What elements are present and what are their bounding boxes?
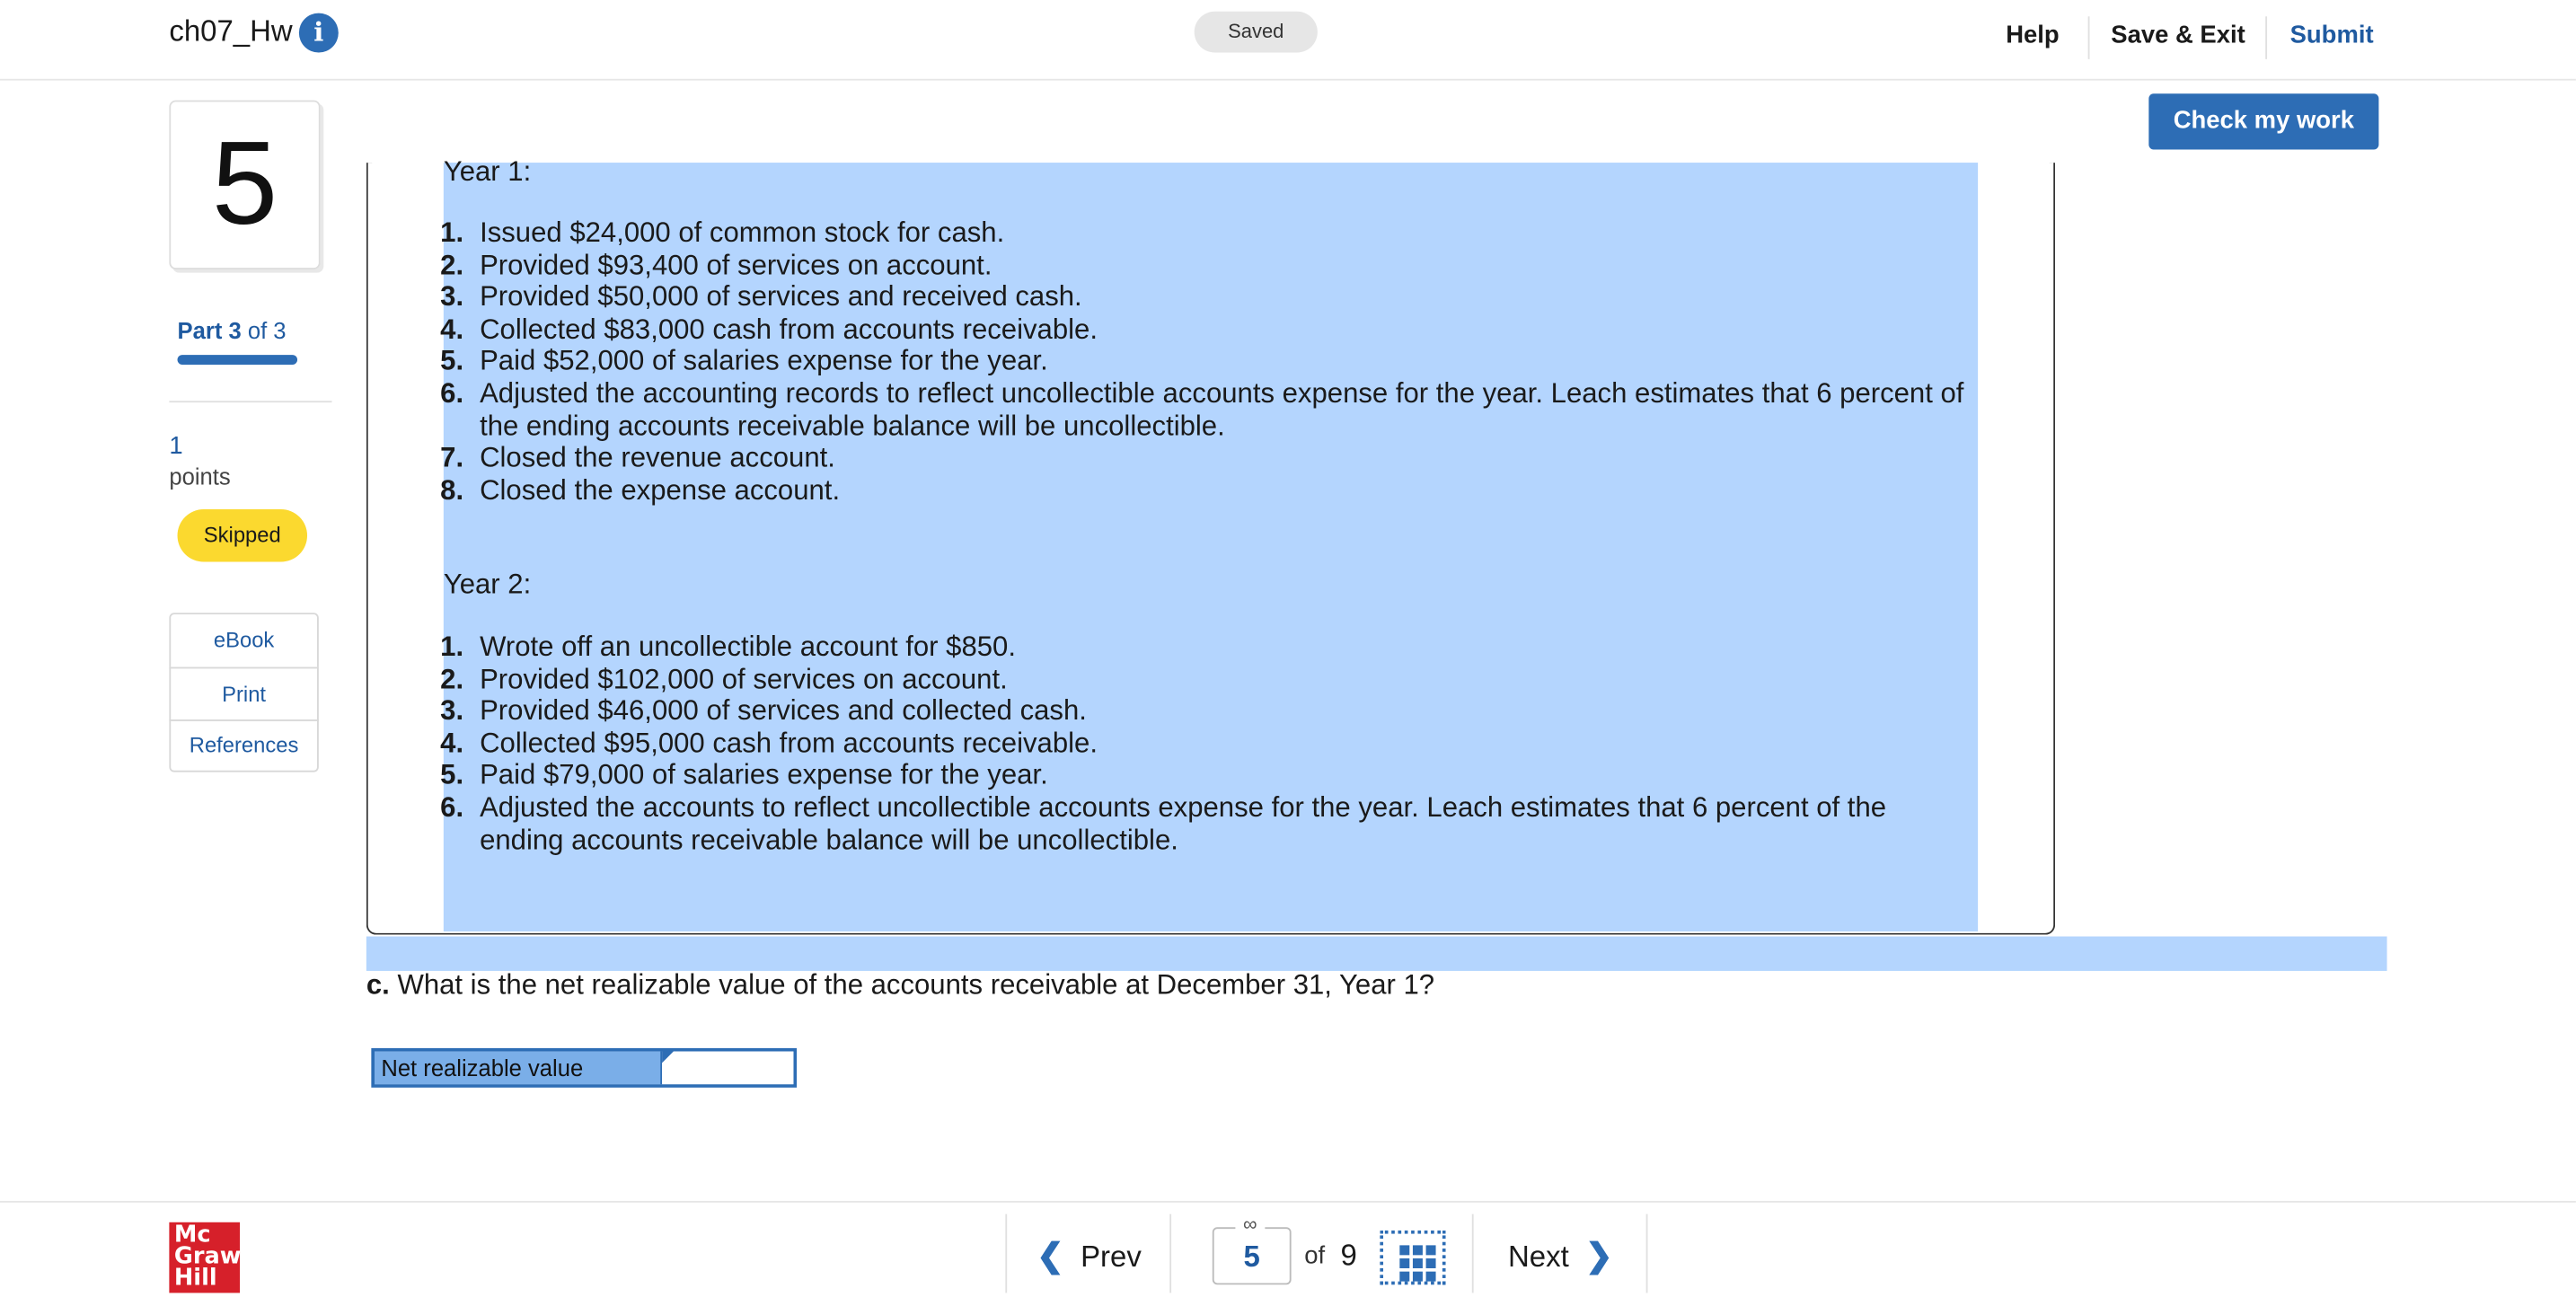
item-text: Paid $52,000 of salaries expense for the year. bbox=[480, 345, 1048, 377]
year2-heading: Year 2: bbox=[443, 568, 532, 600]
grid-icon bbox=[1413, 1258, 1423, 1268]
item-number: 7. bbox=[440, 442, 464, 474]
chevron-left-icon: ❮ bbox=[1037, 1239, 1064, 1275]
next-button[interactable] bbox=[1508, 1235, 1613, 1276]
item-text: Adjusted the accounting records to reflect uncollectible accounts expense for the year. Leach estimates that 6 percent of the ending accounts receivable balance will be uncollectible. bbox=[480, 377, 1964, 442]
list-item bbox=[440, 442, 1968, 474]
logo-line: Graw bbox=[173, 1243, 242, 1270]
question-letter: c. bbox=[366, 969, 390, 1001]
footer-divider bbox=[1005, 1214, 1007, 1293]
item-text: Collected $95,000 cash from accounts receivable. bbox=[480, 727, 1098, 759]
mcgraw-hill-logo bbox=[169, 1222, 240, 1293]
points-label: points bbox=[169, 463, 231, 490]
list-item bbox=[440, 346, 1968, 378]
item-text: Provided $93,400 of services on account. bbox=[480, 249, 992, 281]
item-number: 4. bbox=[440, 727, 464, 759]
item-number: 6. bbox=[440, 377, 464, 410]
total-pages: 9 bbox=[1340, 1239, 1357, 1272]
item-number: 5. bbox=[440, 345, 464, 377]
current-page-box[interactable]: 5 bbox=[1213, 1227, 1292, 1284]
print-button[interactable]: Print bbox=[169, 667, 318, 721]
footer-divider bbox=[1472, 1214, 1474, 1293]
list-item bbox=[440, 728, 1968, 760]
year2-transaction-list bbox=[440, 631, 1968, 856]
item-number: 3. bbox=[440, 281, 464, 313]
prev-button[interactable] bbox=[1037, 1235, 1142, 1276]
prev-label: Prev bbox=[1081, 1240, 1142, 1274]
item-text: Wrote off an uncollectible account for $850. bbox=[480, 631, 1016, 663]
footer-divider bbox=[1169, 1214, 1171, 1293]
item-text: Provided $50,000 of services and received cash. bbox=[480, 281, 1082, 313]
list-item bbox=[440, 216, 1968, 249]
link-icon: ∞ bbox=[1235, 1215, 1265, 1231]
answer-table bbox=[371, 1048, 797, 1088]
assignment-title: ch07_Hw bbox=[169, 14, 293, 49]
item-text: Provided $102,000 of services on account. bbox=[480, 663, 1008, 694]
save-exit-link[interactable]: Save & Exit bbox=[2111, 21, 2245, 49]
submit-link[interactable]: Submit bbox=[2289, 21, 2374, 49]
chevron-right-icon: ❯ bbox=[1585, 1239, 1613, 1275]
grid-icon bbox=[1426, 1272, 1436, 1282]
skipped-status-badge: Skipped bbox=[178, 509, 307, 562]
grid-icon bbox=[1413, 1245, 1423, 1255]
grid-icon bbox=[1399, 1245, 1409, 1255]
item-number: 6. bbox=[440, 791, 464, 824]
list-item bbox=[440, 474, 1968, 507]
list-item bbox=[440, 792, 1968, 857]
item-text: Closed the revenue account. bbox=[480, 442, 835, 474]
header-divider bbox=[2088, 16, 2090, 59]
cell-indicator-icon bbox=[662, 1052, 674, 1063]
logo-line: Hill bbox=[173, 1265, 217, 1292]
list-item bbox=[440, 760, 1968, 792]
grid-icon bbox=[1413, 1272, 1423, 1282]
list-item bbox=[440, 631, 1968, 663]
item-number: 2. bbox=[440, 663, 464, 694]
grid-icon bbox=[1399, 1272, 1409, 1282]
text-selection-highlight bbox=[366, 937, 2387, 971]
net-realizable-value-input[interactable] bbox=[662, 1052, 793, 1085]
logo-line: Mc bbox=[173, 1222, 211, 1249]
points-value: 1 bbox=[169, 432, 183, 461]
item-number: 4. bbox=[440, 313, 464, 345]
part-progress-label bbox=[178, 317, 287, 343]
net-realizable-value-label: Net realizable value bbox=[375, 1052, 662, 1085]
part-word: Part bbox=[177, 316, 223, 344]
grid-icon bbox=[1426, 1258, 1436, 1268]
list-item bbox=[440, 695, 1968, 728]
references-button[interactable]: References bbox=[169, 719, 318, 772]
list-item bbox=[440, 378, 1968, 443]
grid-icon bbox=[1399, 1258, 1409, 1268]
item-number: 8. bbox=[440, 474, 464, 506]
list-item bbox=[440, 281, 1968, 313]
ebook-button[interactable]: eBook bbox=[169, 613, 318, 668]
list-item bbox=[440, 249, 1968, 281]
item-text: Provided $46,000 of services and collected cash. bbox=[480, 695, 1087, 727]
item-number: 5. bbox=[440, 759, 464, 791]
item-text: Paid $79,000 of salaries expense for the year. bbox=[480, 759, 1048, 791]
sidebar-divider bbox=[169, 401, 331, 402]
list-item bbox=[440, 313, 1968, 346]
item-text: Adjusted the accounts to reflect uncollectible accounts expense for the year. Leach estimates that 6 percent of the ending accounts receivable balance will be uncollectible. bbox=[480, 791, 1887, 856]
footer-divider bbox=[1646, 1214, 1648, 1293]
item-number: 3. bbox=[440, 695, 464, 727]
item-text: Issued $24,000 of common stock for cash. bbox=[480, 216, 1005, 249]
help-link[interactable]: Help bbox=[2006, 21, 2060, 49]
item-number: 1. bbox=[440, 216, 464, 249]
item-text: Closed the expense account. bbox=[480, 474, 841, 506]
question-c bbox=[366, 969, 1434, 1002]
header-divider bbox=[2265, 16, 2267, 59]
part-progress-bar bbox=[178, 355, 298, 365]
year1-transaction-list bbox=[440, 216, 1968, 507]
part-of-total: of 3 bbox=[247, 316, 287, 344]
next-label: Next bbox=[1508, 1240, 1569, 1274]
of-label: of bbox=[1304, 1241, 1326, 1270]
saved-status-badge: Saved bbox=[1195, 12, 1318, 53]
question-text: What is the net realizable value of the accounts receivable at December 31, Year 1? bbox=[397, 969, 1435, 1001]
item-number: 2. bbox=[440, 249, 464, 281]
part-current: 3 bbox=[228, 316, 242, 344]
check-my-work-button[interactable]: Check my work bbox=[2148, 93, 2378, 149]
list-item bbox=[440, 663, 1968, 695]
item-text: Collected $83,000 cash from accounts receivable. bbox=[480, 313, 1098, 345]
question-grid-button[interactable] bbox=[1380, 1231, 1445, 1284]
question-number-card: 5 bbox=[169, 101, 320, 269]
item-number: 1. bbox=[440, 631, 464, 663]
grid-icon bbox=[1426, 1245, 1436, 1255]
year1-heading: Year 1: bbox=[443, 155, 532, 188]
info-icon[interactable]: i bbox=[299, 13, 339, 53]
